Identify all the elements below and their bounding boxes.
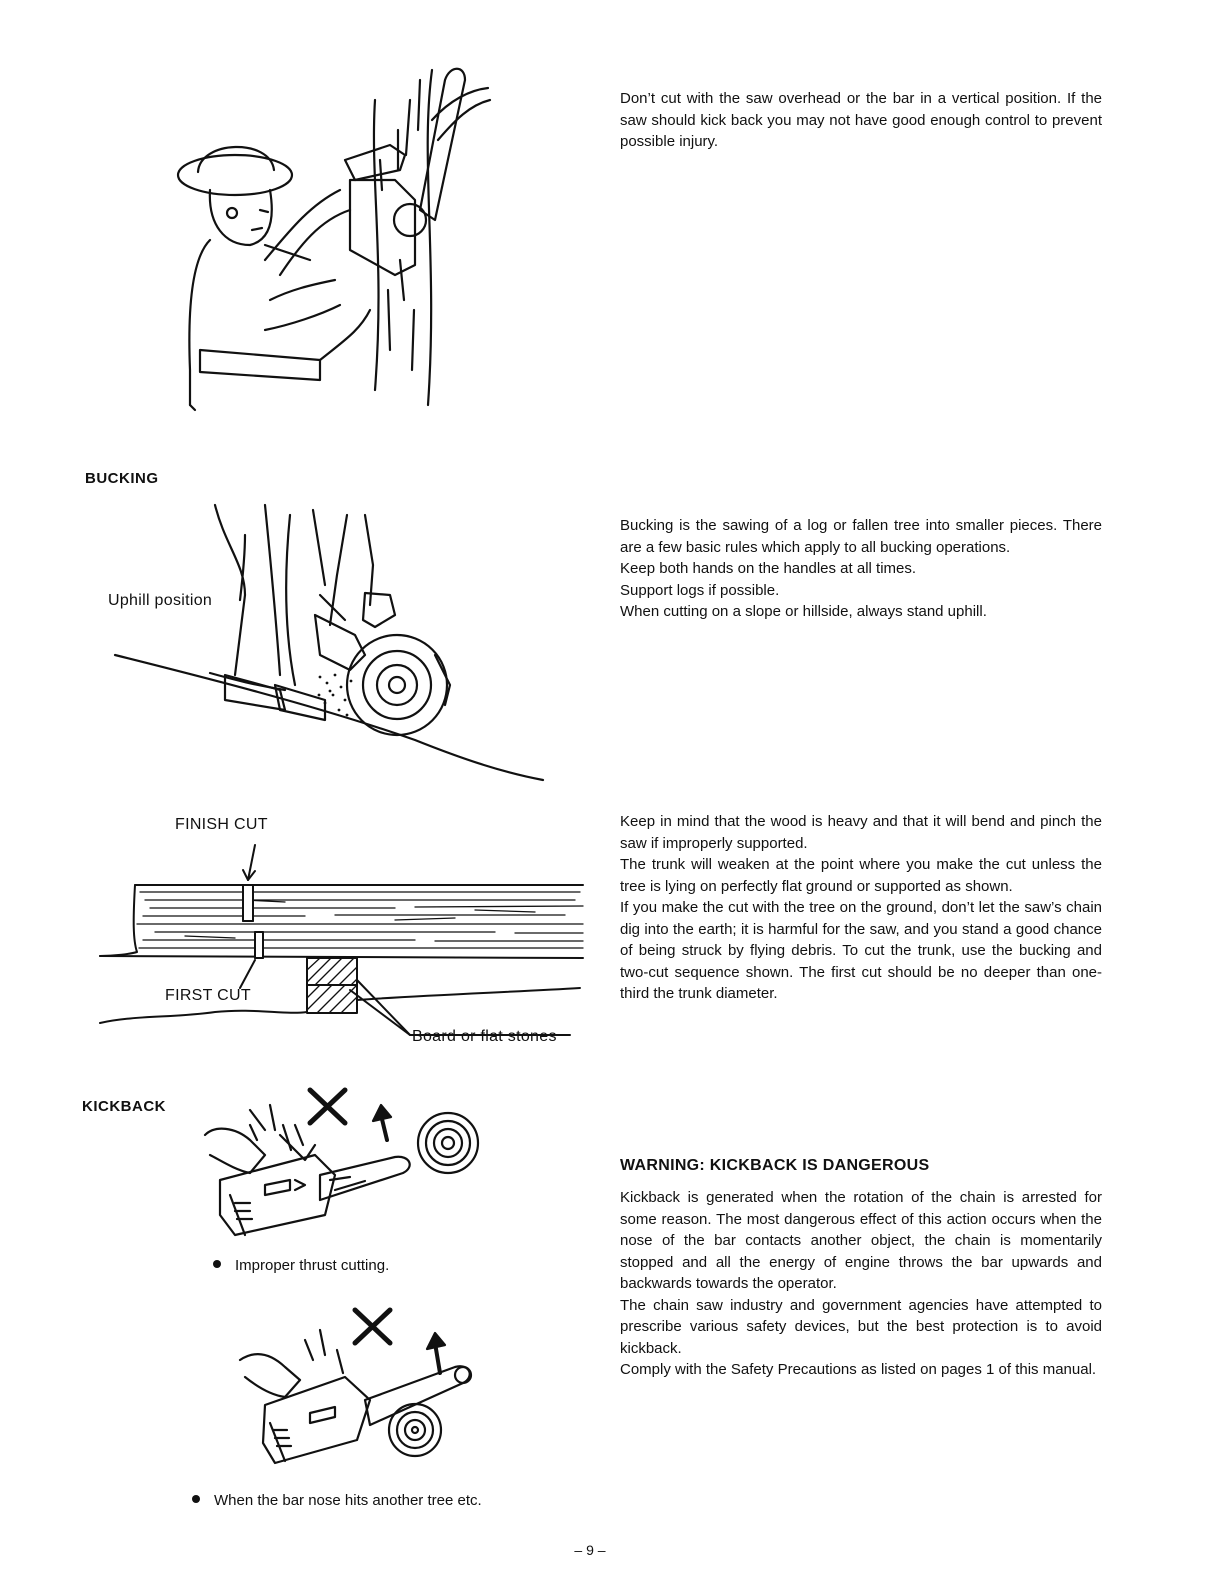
overhead-cutting-illustration [170,60,500,420]
bucking-uphill-illustration [115,505,545,785]
cut-sequence-text [620,811,1102,1005]
support-label: Board or flat stones [412,1028,557,1045]
kickback-warning-title: WARNING: KICKBACK IS DANGEROUS [620,1157,930,1174]
bucking-heading: BUCKING [85,470,159,487]
first-cut-label: FIRST CUT [165,987,251,1004]
kickback-caption-1 [213,1257,389,1274]
kickback-caption-2 [192,1492,482,1509]
kickback-text [620,1187,1102,1381]
bucking-paragraph: When cutting on a slope or hillside, always stand uphill. [620,603,987,620]
kickback-paragraph: Kickback is generated when the rotation of the chain is arrested for some reason. The most dangerous effect of this action occurs when the nose of the bar contacts another object, the chain is momentarily stopped and all the energy of engine throws the bar upwards and backwards towards the operator. [620,1189,1102,1292]
bullet-icon [213,1260,221,1268]
page-number: – 9 – [574,1542,606,1558]
kickback-heading: KICKBACK [82,1098,166,1115]
caption-text: When the bar nose hits another tree etc. [214,1492,482,1509]
bucking-paragraph: Keep both hands on the handles at all times. [620,560,917,577]
caption-text: Improper thrust cutting. [235,1257,390,1274]
bullet-icon [192,1495,200,1503]
cut-paragraph: If you make the cut with the tree on the ground, don’t let the saw’s chain dig into the earth; it is harmful for the saw, and you stand a good chance of being struck by flying debris. To cut the trunk, use the bucking and two-cut sequence shown. The first cut should be no deeper than one-third the trunk diameter. [620,899,1102,1002]
bucking-paragraph: Support logs if possible. [620,581,780,599]
improper-thrust-illustration [195,1085,485,1255]
bar-nose-contact-illustration [225,1305,490,1470]
bucking-text [620,515,1102,623]
cut-paragraph: Keep in mind that the wood is heavy and that it will bend and pinch the saw if improperly supported. [620,813,1102,852]
cut-sequence-diagram [95,840,585,1050]
kickback-paragraph: The chain saw industry and government agencies have attempted to prescribe various safety devices, but the best protection is to avoid kickback. [620,1296,1102,1357]
bucking-paragraph: Bucking is the sawing of a log or fallen tree into smaller pieces. There are a few basic rules which apply to all bucking operations. [620,517,1102,556]
finish-cut-label: FINISH CUT [175,816,268,833]
cut-paragraph: The trunk will weaken at the point where you make the cut unless the tree is lying on perfectly flat ground or supported as shown. [620,856,1102,895]
kickback-paragraph: Comply with the Safety Precautions as listed on pages 1 of this manual. [620,1361,1097,1378]
uphill-position-label: Uphill position [108,592,213,609]
overhead-warning-text: Don’t cut with the saw overhead or the bar in a vertical position. If the saw should kick back you may not have good enough control to prevent possible injury. [620,90,1102,150]
